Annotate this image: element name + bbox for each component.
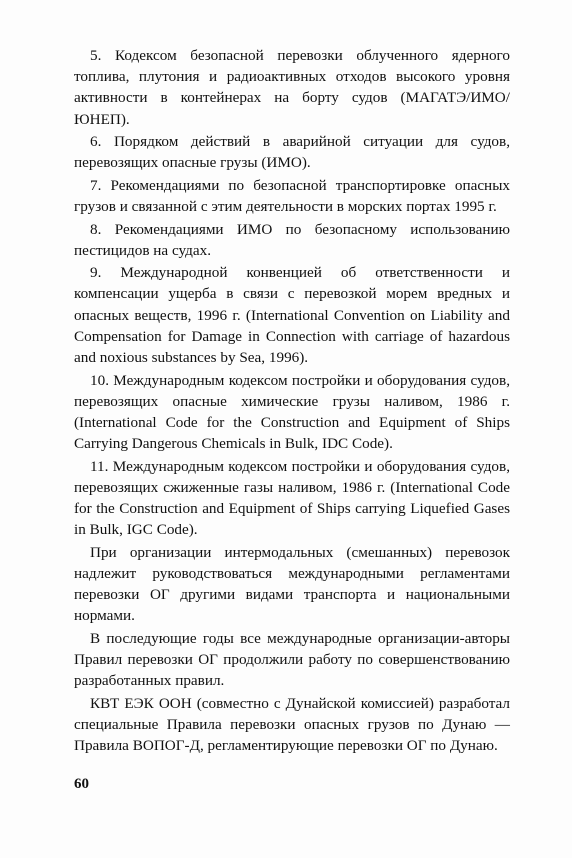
paragraph-item-8: 8. Рекомендациями ИМО по безопасному использованию пестицидов на судах. <box>74 220 510 259</box>
paragraph-item-9: 9. Международной конвенцией об ответственности и компенсации ущерба в связи с перевозкой морем вредных и опасных веществ, 1996 г. (International Convention on Liability and Compensation for Damage in Connection with carriage of hazardous and noxious substances by Sea, 1996). <box>74 264 510 367</box>
paragraph-intermodal: При организации интермодальных (смешанных) перевозок надлежит руководствоваться международными регламентами перевозки ОГ другими видами транспорта и национальными нормами. <box>74 543 510 625</box>
body-text <box>74 45 510 758</box>
paragraph-danube-rules: КВТ ЕЭК ООН (совместно с Дунайской комиссией) разработал специальные Правила перевозки опасных грузов по Дунаю — Правила ВОПОГ-Д, регламентирующие перевозки ОГ по Дунаю. <box>74 694 510 755</box>
paragraph-item-10: 10. Международным кодексом постройки и оборудования судов, перевозящих опасные химические грузы наливом, 1986 г. (International Code for the Construction and Equipment of Ships Carrying Dangerous Chemicals in Bulk, IDC Code). <box>74 371 510 453</box>
paragraph-item-6: 6. Порядком действий в аварийной ситуации для судов, перевозящих опасные грузы (ИМО). <box>74 133 510 172</box>
paragraph-item-11: 11. Международным кодексом постройки и оборудования судов, перевозящих сжиженные газы наливом, 1986 г. (International Code for the Construction and Equipment of Ships carrying Liquefied Gases in Bulk, IGC Code). <box>74 457 510 539</box>
paragraph-item-7: 7. Рекомендациями по безопасной транспортировке опасных грузов и связанной с этим деятельности в морских портах 1995 г. <box>74 176 510 216</box>
paragraph-item-5: 5. Кодексом безопасной перевозки облученного ядерного топлива, плутония и радиоактивных отходов высокого уровня активности в контейнерах на борту судов (МАГАТЭ/ИМО/ЮНЕП). <box>74 47 510 128</box>
page-number: 60 <box>74 776 89 792</box>
paragraph-subsequent-years: В последующие годы все международные организации-авторы Правил перевозки ОГ продолжили работу по совершенствованию разработанных правил. <box>74 629 510 690</box>
